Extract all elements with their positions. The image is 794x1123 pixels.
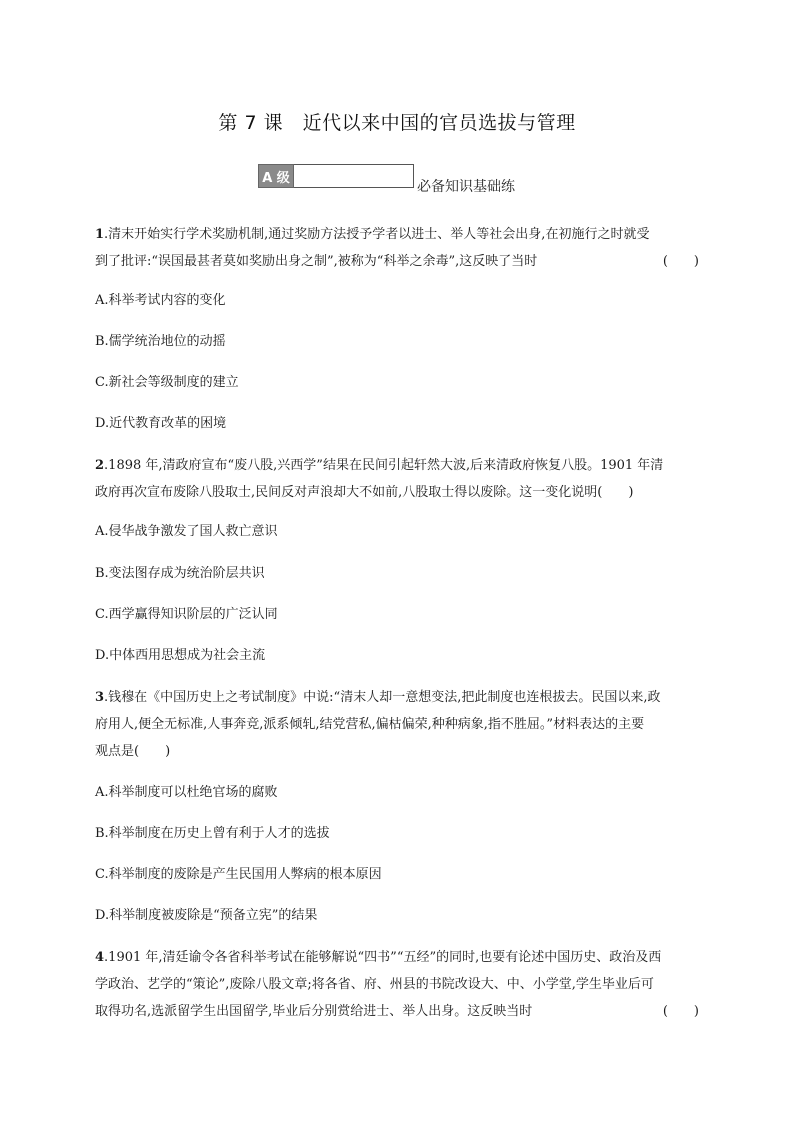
question-4 (95, 944, 699, 1025)
level-blank-box (294, 164, 414, 188)
option-a: A.科举制度可以杜绝官场的腐败 (95, 785, 278, 800)
level-label: 必备知识基础练 (417, 179, 515, 195)
question-line: 1.清末开始实行学术奖励机制,通过奖励方法授予学者以进士、举人等社会出身,在初施行之时就受 (95, 227, 650, 242)
option-a: A.科举考试内容的变化 (95, 293, 226, 308)
question-line: 学政治、艺学的“策论”,废除八股文章;将各省、府、州县的书院改设大、中、小学堂,学生毕业后可 (95, 977, 654, 992)
question-line: 2.1898 年,清政府宣布“废八股,兴西学”结果在民间引起轩然大波,后来清政府恢复八股。1901 年清 (95, 458, 664, 473)
question-number: 4 (95, 950, 105, 965)
question-number: 3 (95, 690, 105, 705)
question-number: 1 (95, 227, 105, 242)
question-line: 3.钱穆在《中国历史上之考试制度》中说:“清末人却一意想变法,把此制度也连根拔去。民国以来,政 (95, 690, 661, 705)
option-b: B.儒学统治地位的动摇 (95, 334, 226, 349)
option-c: C.西学赢得知识阶层的广泛认同 (95, 607, 278, 622)
level-header (258, 164, 515, 195)
answer-bracket: ( ) (662, 1004, 699, 1019)
question-line: 4.1901 年,清廷谕令各省科举考试在能够解说“四书”“五经”的同时,也要有论述中国历史、政治及西 (95, 950, 662, 965)
option-a: A.侵华战争激发了国人救亡意识 (95, 524, 278, 539)
question-line: 取得功名,选派留学生出国留学,毕业后分别赏给进士、举人出身。这反映当时 (95, 1004, 533, 1019)
question-number: 2 (95, 458, 105, 473)
option-c: C.新社会等级制度的建立 (95, 375, 239, 390)
question-3 (95, 684, 699, 765)
lesson-title: 第 7 课 近代以来中国的官员选拔与管理 (218, 112, 576, 134)
question-line: 府用人,便全无标准,人事奔竞,派系倾轧,结党营私,偏枯偏荣,种种病象,指不胜屈。”材料表达的主要 (95, 717, 645, 732)
level-badge: A 级 (258, 164, 294, 188)
question-line: 政府再次宣布废除八股取士,民间反对声浪却大不如前,八股取士得以废除。这一变化说明( ) (95, 485, 634, 500)
question-1 (95, 221, 699, 275)
question-line: 观点是( ) (95, 744, 171, 759)
option-d: D.中体西用思想成为社会主流 (95, 648, 266, 663)
option-d: D.科举制度被废除是“预备立宪”的结果 (95, 908, 318, 923)
question-2 (95, 452, 699, 506)
option-b: B.变法图存成为统治阶层共识 (95, 566, 265, 581)
option-d: D.近代教育改革的困境 (95, 416, 227, 431)
question-line: 到了批评:“误国最甚者莫如奖励出身之制”,被称为“科举之余毒”,这反映了当时 (95, 254, 538, 269)
answer-bracket: ( ) (662, 254, 699, 269)
option-b: B.科举制度在历史上曾有利于人才的选拔 (95, 826, 330, 841)
option-c: C.科举制度的废除是产生民国用人弊病的根本原因 (95, 867, 382, 882)
